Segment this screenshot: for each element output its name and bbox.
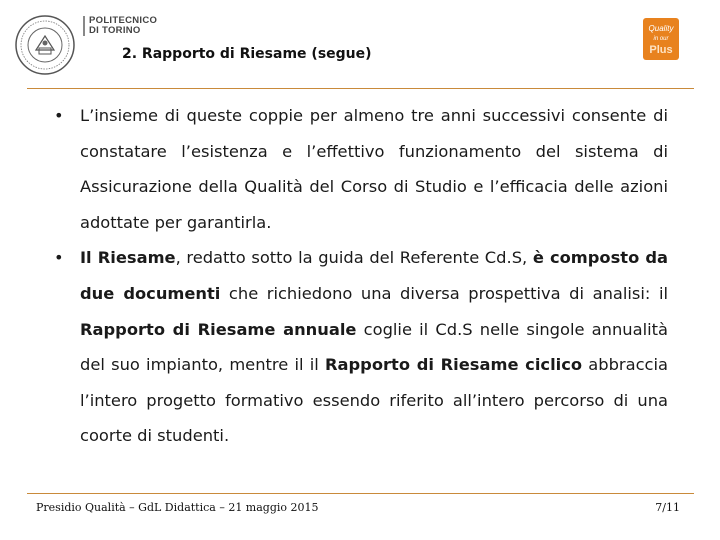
bold-text-segment: Il Riesame xyxy=(80,248,176,268)
footer-caption: Presidio Qualità – GdL Didattica – 21 maggio 2015 xyxy=(36,501,319,514)
footer-divider xyxy=(27,493,694,494)
page-number: 7/11 xyxy=(655,501,680,514)
svg-text:Quality: Quality xyxy=(648,24,674,33)
svg-text:Plus: Plus xyxy=(649,44,673,56)
bold-text-segment: è composto da due documenti xyxy=(80,248,668,303)
bold-text-segment: Rapporto di Riesame ciclico xyxy=(324,355,583,375)
quality-in-our-plus-logo xyxy=(643,18,679,60)
bullet-item-2 xyxy=(54,240,668,454)
text-segment: coglie il Cd.S nelle singole annualità del suo impianto, mentre il il xyxy=(80,319,668,375)
slide-body xyxy=(54,98,668,454)
politecnico-wordmark xyxy=(83,16,157,36)
text-segment: L’insieme di queste coppie per almeno tre anni successivi consente di constatare l’esistenza e l’effettivo funzionamento del sistema di Assicurazione della Qualità del Corso di Studio e l’efficacia delle azioni adottate per garantirla. xyxy=(80,106,668,232)
slide-title: 2. Rapporto di Riesame (segue) xyxy=(122,46,372,62)
logo-line-2: DI TORINO xyxy=(89,25,141,36)
bullet-text xyxy=(80,106,668,232)
bullet-dot: • xyxy=(54,106,64,125)
bold-text-segment: Rapporto di Riesame annuale xyxy=(80,319,357,339)
text-segment: che richiedono una diversa prospettiva di analisi: il xyxy=(220,283,668,303)
bullet-text xyxy=(80,248,668,445)
logo-line-1: POLITECNICO xyxy=(89,15,158,26)
bullet-dot: • xyxy=(54,248,64,268)
politecnico-seal-logo xyxy=(14,14,76,76)
bullet-item-1 xyxy=(54,98,668,240)
text-segment: abbraccia l’intero progetto formativo essendo riferito all’intero percorso di una coorte di studenti. xyxy=(80,355,669,446)
text-segment: , redatto sotto la guida del Referente Cd.S, xyxy=(175,248,533,268)
header-divider xyxy=(27,88,694,89)
svg-text:in our: in our xyxy=(653,36,669,42)
